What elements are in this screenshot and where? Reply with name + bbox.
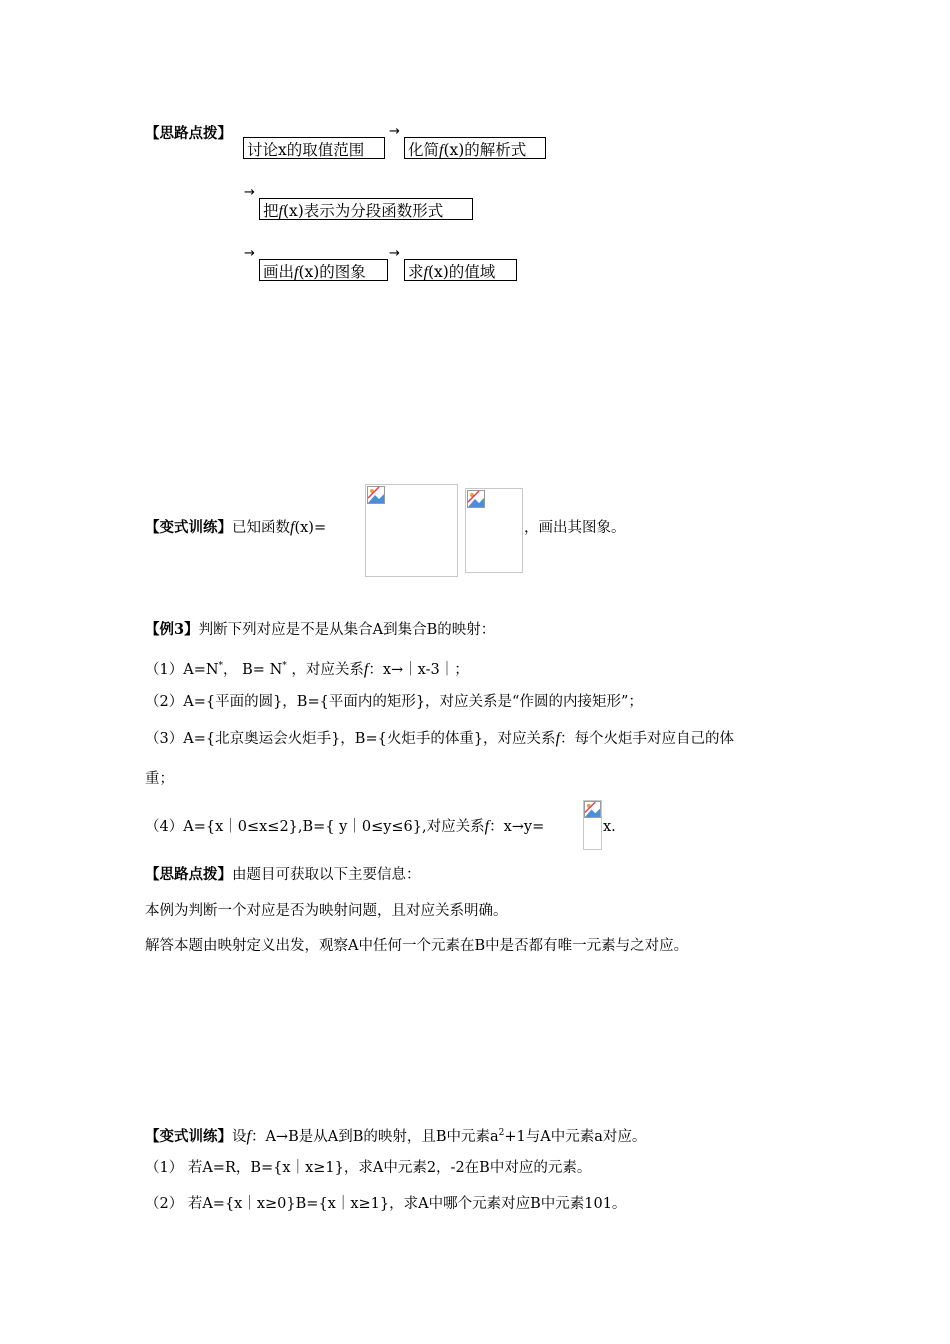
hint2-line-2: 解答本题由映射定义出发，观察A中任何一个元素在B中是否都有唯一元素与之对应。 — [145, 938, 689, 954]
formula-image-placeholder — [365, 484, 458, 577]
flow-step-draw-graph: 画出f(x)的图象 — [259, 259, 388, 281]
flow-arrow-icon: → — [244, 185, 255, 200]
hint2-line-1: 本例为判断一个对应是否为映射问题，且对应关系明确。 — [145, 903, 508, 919]
flow-step-text: 讨论x的取值范围 — [247, 141, 365, 159]
example3-label: 【例3】 — [145, 621, 199, 638]
variant1-label: 【变式训练】 — [145, 519, 232, 536]
flow-step-simplify: 化简f(x)的解析式 — [404, 137, 546, 159]
flow-step-discuss-range — [243, 137, 385, 159]
variant2-item-1: （1） 若A=R，B={x｜x≥1}，求A中元素2，-2在B中对应的元素。 — [145, 1160, 592, 1176]
flow-heading: 【思路点拨】 — [145, 125, 232, 142]
broken-image-icon — [584, 801, 601, 818]
variant1-line: 【变式训练】已知函数f(x)= — [145, 519, 327, 536]
broken-image-icon — [467, 490, 485, 508]
broken-image-icon — [367, 486, 385, 504]
example3-item-3-cont: 重； — [145, 771, 174, 787]
flow-arrow-icon: → — [389, 124, 400, 139]
formula-image-placeholder — [465, 488, 523, 573]
flow-step-range: 求f(x)的值域 — [404, 259, 517, 281]
flow-step-piecewise: 把f(x)表示为分段函数形式 — [259, 198, 473, 220]
variant1-tail: ，画出其图象。 — [524, 520, 626, 536]
example3-item-4-tail: x. — [603, 819, 616, 835]
flow-arrow-icon: → — [389, 246, 400, 261]
variant2-item-2: （2） 若A={x｜x≥0}B={x｜x≥1}，求A中哪个元素对应B中元素101。 — [145, 1196, 627, 1212]
example3-item-1: （1）A=N*， B= N* ，对应关系f：x→｜x-3｜； — [145, 660, 469, 678]
example3-item-3: （3）A={北京奥运会火炬手}，B={火炬手的体重}，对应关系f：每个火炬手对应自己的体 — [145, 730, 735, 747]
formula-image-placeholder — [583, 800, 602, 850]
example3-title: 【例3】判断下列对应是不是从集合A到集合B的映射： — [145, 621, 496, 638]
flow-arrow-icon: → — [244, 246, 255, 261]
example3-item-4: （4）A={x｜0≤x≤2},B={ y｜0≤y≤6},对应关系f：x→y= — [145, 818, 545, 835]
hint2-heading: 【思路点拨】由题目可获取以下主要信息： — [145, 866, 421, 883]
variant2-heading: 【变式训练】设f：A→B是从A到B的映射，且B中元素$a^2+1$与A中元素a对应。 — [145, 1127, 647, 1145]
variant2-label: 【变式训练】 — [145, 1127, 232, 1145]
hint2-label: 【思路点拨】 — [145, 866, 232, 883]
example3-item-2: （2）A={平面的圆}，B={平面内的矩形}，对应关系是“作圆的内接矩形”； — [145, 694, 643, 710]
